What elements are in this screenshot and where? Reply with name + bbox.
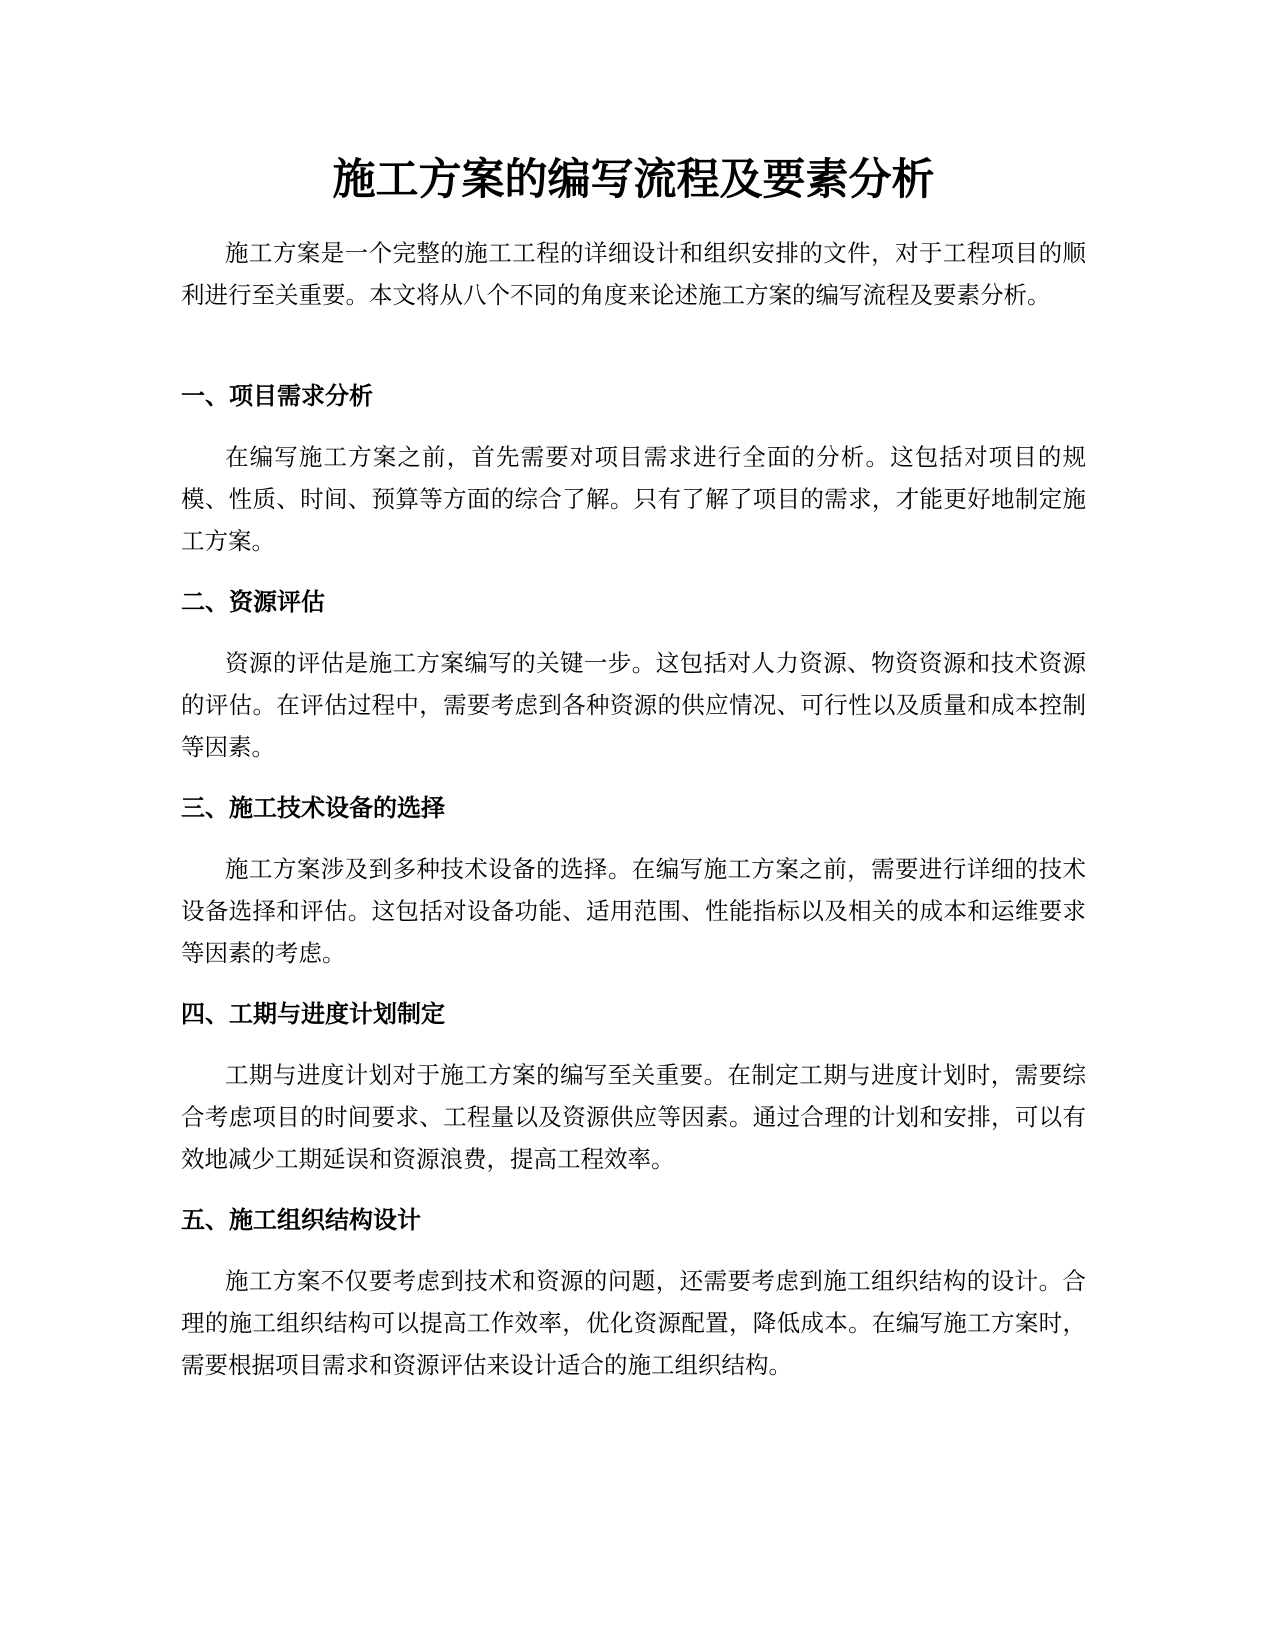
section-heading-5: 五、施工组织结构设计 xyxy=(181,1206,421,1234)
section-body-3: 施工方案涉及到多种技术设备的选择。在编写施工方案之前，需要进行详细的技术设备选择和评估。这包括对设备功能、适用范围、性能指标以及相关的成本和运维要求等因素的考虑。 xyxy=(181,855,1086,967)
section-body-1: 在编写施工方案之前，首先需要对项目需求进行全面的分析。这包括对项目的规模、性质、时间、预算等方面的综合了解。只有了解了项目的需求，才能更好地制定施工方案。 xyxy=(181,443,1086,555)
section-body-4: 工期与进度计划对于施工方案的编写至关重要。在制定工期与进度计划时，需要综合考虑项目的时间要求、工程量以及资源供应等因素。通过合理的计划和安排，可以有效地减少工期延误和资源浪费，提高工程效率。 xyxy=(181,1061,1086,1173)
section-heading-4: 四、工期与进度计划制定 xyxy=(181,1000,445,1028)
document-title: 施工方案的编写流程及要素分析 xyxy=(332,155,935,205)
document-page xyxy=(181,0,1086,1650)
section-heading-2: 二、资源评估 xyxy=(181,588,325,616)
intro-paragraph: 施工方案是一个完整的施工工程的详细设计和组织安排的文件，对于工程项目的顺利进行至关重要。本文将从八个不同的角度来论述施工方案的编写流程及要素分析。 xyxy=(181,239,1086,309)
section-body-2: 资源的评估是施工方案编写的关键一步。这包括对人力资源、物资资源和技术资源的评估。在评估过程中，需要考虑到各种资源的供应情况、可行性以及质量和成本控制等因素。 xyxy=(181,649,1086,761)
section-body-5: 施工方案不仅要考虑到技术和资源的问题，还需要考虑到施工组织结构的设计。合理的施工组织结构可以提高工作效率，优化资源配置，降低成本。在编写施工方案时，需要根据项目需求和资源评估来设计适合的施工组织结构。 xyxy=(181,1267,1086,1379)
section-heading-3: 三、施工技术设备的选择 xyxy=(181,794,445,822)
section-heading-1: 一、项目需求分析 xyxy=(181,382,373,410)
